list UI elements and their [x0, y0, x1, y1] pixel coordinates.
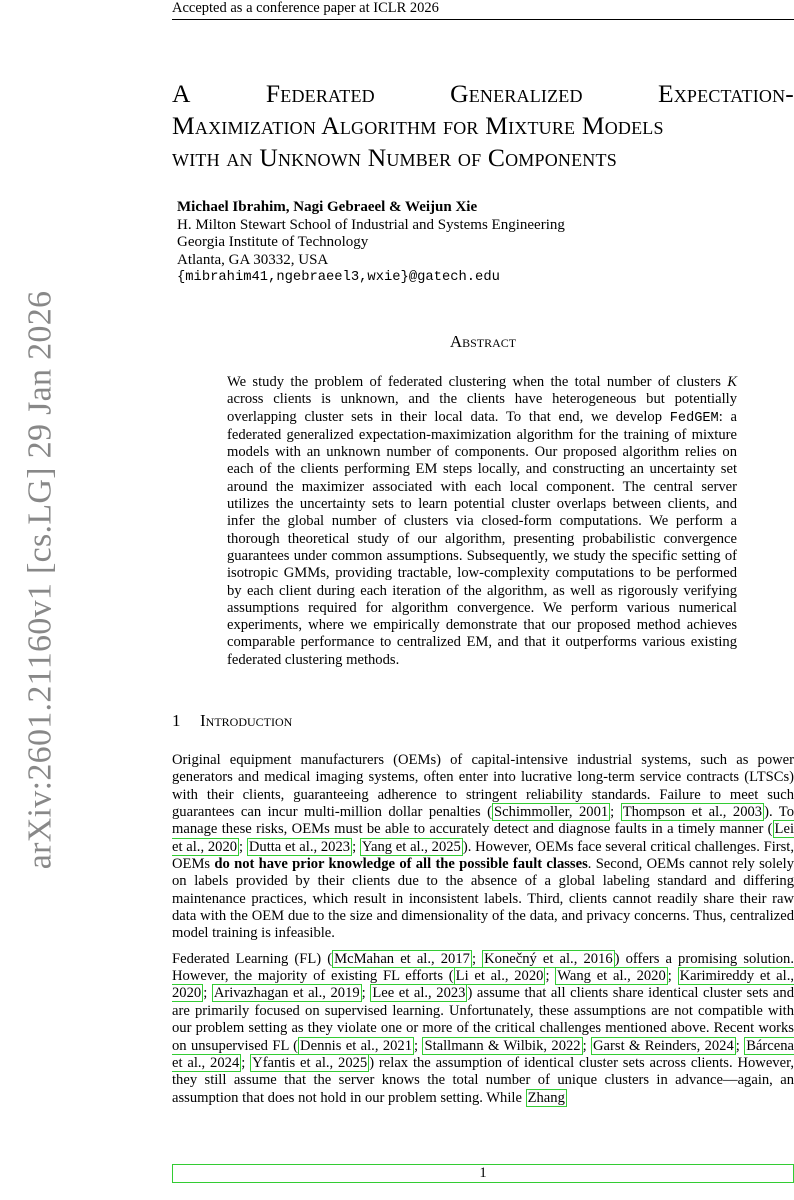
paragraph — [172, 752, 794, 943]
title-line-2: Maximization Algorithm for Mixture Models — [172, 111, 664, 140]
title-word: Expectation- — [657, 79, 794, 108]
text-run: ; — [735, 1037, 745, 1054]
section-title: Introduction — [200, 711, 293, 730]
paragraph — [172, 951, 794, 1107]
text-run: Original equipment manufacturers (OEMs) of capital-intensive industrial systems, such as power generators and medical imaging systems, often enter into lucrative long-term service contracts (LTSCs) with their clients, guaranteeing adherence to stringent reliability standards. Failure to meet such guarantees can incur multi-million dollar penalties ( — [172, 752, 794, 821]
abstract-text: : a federated generalized expectation-maximization algorithm for the training of mixture models with an unknown number of components. Our proposed algorithm relies on each of the clients performing EM steps locally, and constructing an uncertainty set around the maximizer associated with each local component. The central server utilizes the uncertainty sets to learn potential cluster overlaps between clients, and infer the global number of clusters via closed-form computations. We perform a thorough theoretical study of our algorithm, presenting probabilistic convergence guarantees under common assumptions. Subsequently, we study the specific setting of isotropic GMMs, providing tractable, low-complexity computations to be performed by each client during each iteration of the algorithm, as well as rigorously verifying assumptions required for algorithm convergence. We perform various numerical experiments, where we empirically demonstrate that our proposed method achieves comparable performance to centralized EM, and that it outperforms various existing federated clustering methods. — [227, 408, 737, 668]
title-line-3: with an Unknown Number of Components — [172, 143, 617, 172]
citation-link[interactable]: Lee et al., 2023 — [372, 985, 466, 1002]
text-run: ) offers a promising solution. However, the majority of existing FL efforts ( — [172, 950, 794, 985]
citation-link[interactable]: Dutta et al., 2023 — [248, 838, 351, 855]
citation-link[interactable]: Stallmann & Wilbik, 2022 — [424, 1037, 581, 1054]
citation-link[interactable]: Yang et al., 2025 — [361, 838, 461, 855]
citation-link[interactable]: Zhang — [527, 1089, 565, 1106]
citation-link[interactable]: Li et al., 2020 — [455, 968, 544, 985]
text-run: ) relax the assumption of identical cluster sets across clients. However, they still assume that the server knows the total number of unique clusters in advance—again, an assumption that does not hold in our problem setting. While — [172, 1054, 794, 1106]
math-k: K — [727, 374, 737, 390]
citation-link[interactable]: Konečný et al., 2016 — [484, 950, 613, 967]
paper-title — [172, 78, 794, 174]
text-run: ; — [610, 804, 621, 821]
affiliation: H. Milton Stewart School of Industrial and Systems Engineering — [177, 216, 565, 233]
abstract-text: across clients is unknown, and the clients have heterogeneous but potentially overlapping cluster sets in their local data. To that end, we develop — [227, 391, 737, 425]
citation-link[interactable]: McMahan et al., 2017 — [334, 950, 470, 967]
abstract-body — [227, 374, 737, 669]
citation-link[interactable]: Schimmoller, 2001 — [494, 804, 609, 821]
text-run: ). However, OEMs face several critical challenges. First, OEMs — [172, 838, 794, 873]
title-line-1 — [172, 78, 794, 110]
text-run: ; — [352, 838, 360, 855]
author-block — [177, 199, 777, 287]
text-run: ). To manage these risks, OEMs must be able to accurately detect and diagnose faults in a timely manner ( — [172, 804, 794, 838]
arxiv-id: arXiv:2601.21160v1 [cs.LG] 29 Jan 2026 — [21, 290, 59, 870]
citation-link[interactable]: Karimireddy et al., 2020 — [172, 968, 794, 1002]
author-email: {mibrahim41,ngebraeel3,wxie}@gatech.edu — [177, 270, 500, 285]
text-run: Federated Learning (FL) ( — [172, 950, 333, 967]
citation-link[interactable]: Dennis et al., 2021 — [300, 1037, 413, 1054]
citation-link[interactable]: Arivazhagan et al., 2019 — [213, 985, 360, 1002]
title-word: Federated — [265, 79, 375, 108]
title-word: A — [172, 79, 191, 108]
arxiv-stamp — [0, 290, 80, 870]
text-run: ; — [545, 968, 556, 985]
introduction-body — [172, 752, 794, 1115]
title-word: Generalized — [450, 79, 583, 108]
section-number: 1 — [172, 711, 181, 730]
method-name: FedGEM — [669, 410, 719, 426]
citation-link[interactable]: Lei et al., 2020 — [172, 821, 794, 855]
bold-text: do not have prior knowledge of all the possible fault classes — [214, 856, 588, 873]
citation-link[interactable]: Bárcena et al., 2024 — [172, 1037, 794, 1071]
text-run: ; — [667, 968, 678, 985]
text-run: ; — [582, 1037, 592, 1054]
text-run: . Second, OEMs cannot rely solely on labels provided by their clients due to the absence of a global labeling standard and differing maintenance practices, which result in inconsistent labels. Third, clients cannot readily share their raw data with the OEM due to the size and dimensionality of the data, and privacy concerns. Thus, centralized model training is infeasible. — [172, 856, 794, 942]
author-names: Michael Ibrahim, Nagi Gebraeel & Weijun Xie — [177, 199, 478, 215]
text-run: ; — [203, 985, 212, 1002]
text-run: ; — [241, 1054, 251, 1071]
citation-link[interactable]: Wang et al., 2020 — [557, 968, 666, 985]
abstract-heading: Abstract — [449, 332, 517, 351]
text-run: ; — [239, 838, 247, 855]
institute: Georgia Institute of Technology — [177, 234, 369, 250]
abstract-text: We study the problem of federated clustering when the total number of clusters — [227, 374, 728, 390]
section-heading — [172, 710, 794, 732]
header-rule — [172, 19, 794, 20]
citation-link[interactable]: Yfantis et al., 2025 — [252, 1054, 368, 1071]
running-head: Accepted as a conference paper at ICLR 2026 — [172, 0, 439, 16]
address: Atlanta, GA 30332, USA — [177, 251, 329, 268]
text-run: ; — [361, 985, 371, 1002]
page-number[interactable]: 1 — [172, 1164, 794, 1183]
text-run: ; — [471, 950, 483, 967]
citation-link[interactable]: Thompson et al., 2003 — [622, 804, 763, 821]
text-run: ) assume that all clients share identical cluster sets and are primarily focused on supervised learning. Unfortunately, these assumptions are not compatible with our problem setting as they violate one or more of the critical challenges mentioned above. Recent works on unsupervised FL ( — [172, 985, 794, 1054]
text-run: ; — [414, 1037, 423, 1054]
citation-link[interactable]: Garst & Reinders, 2024 — [593, 1037, 734, 1054]
